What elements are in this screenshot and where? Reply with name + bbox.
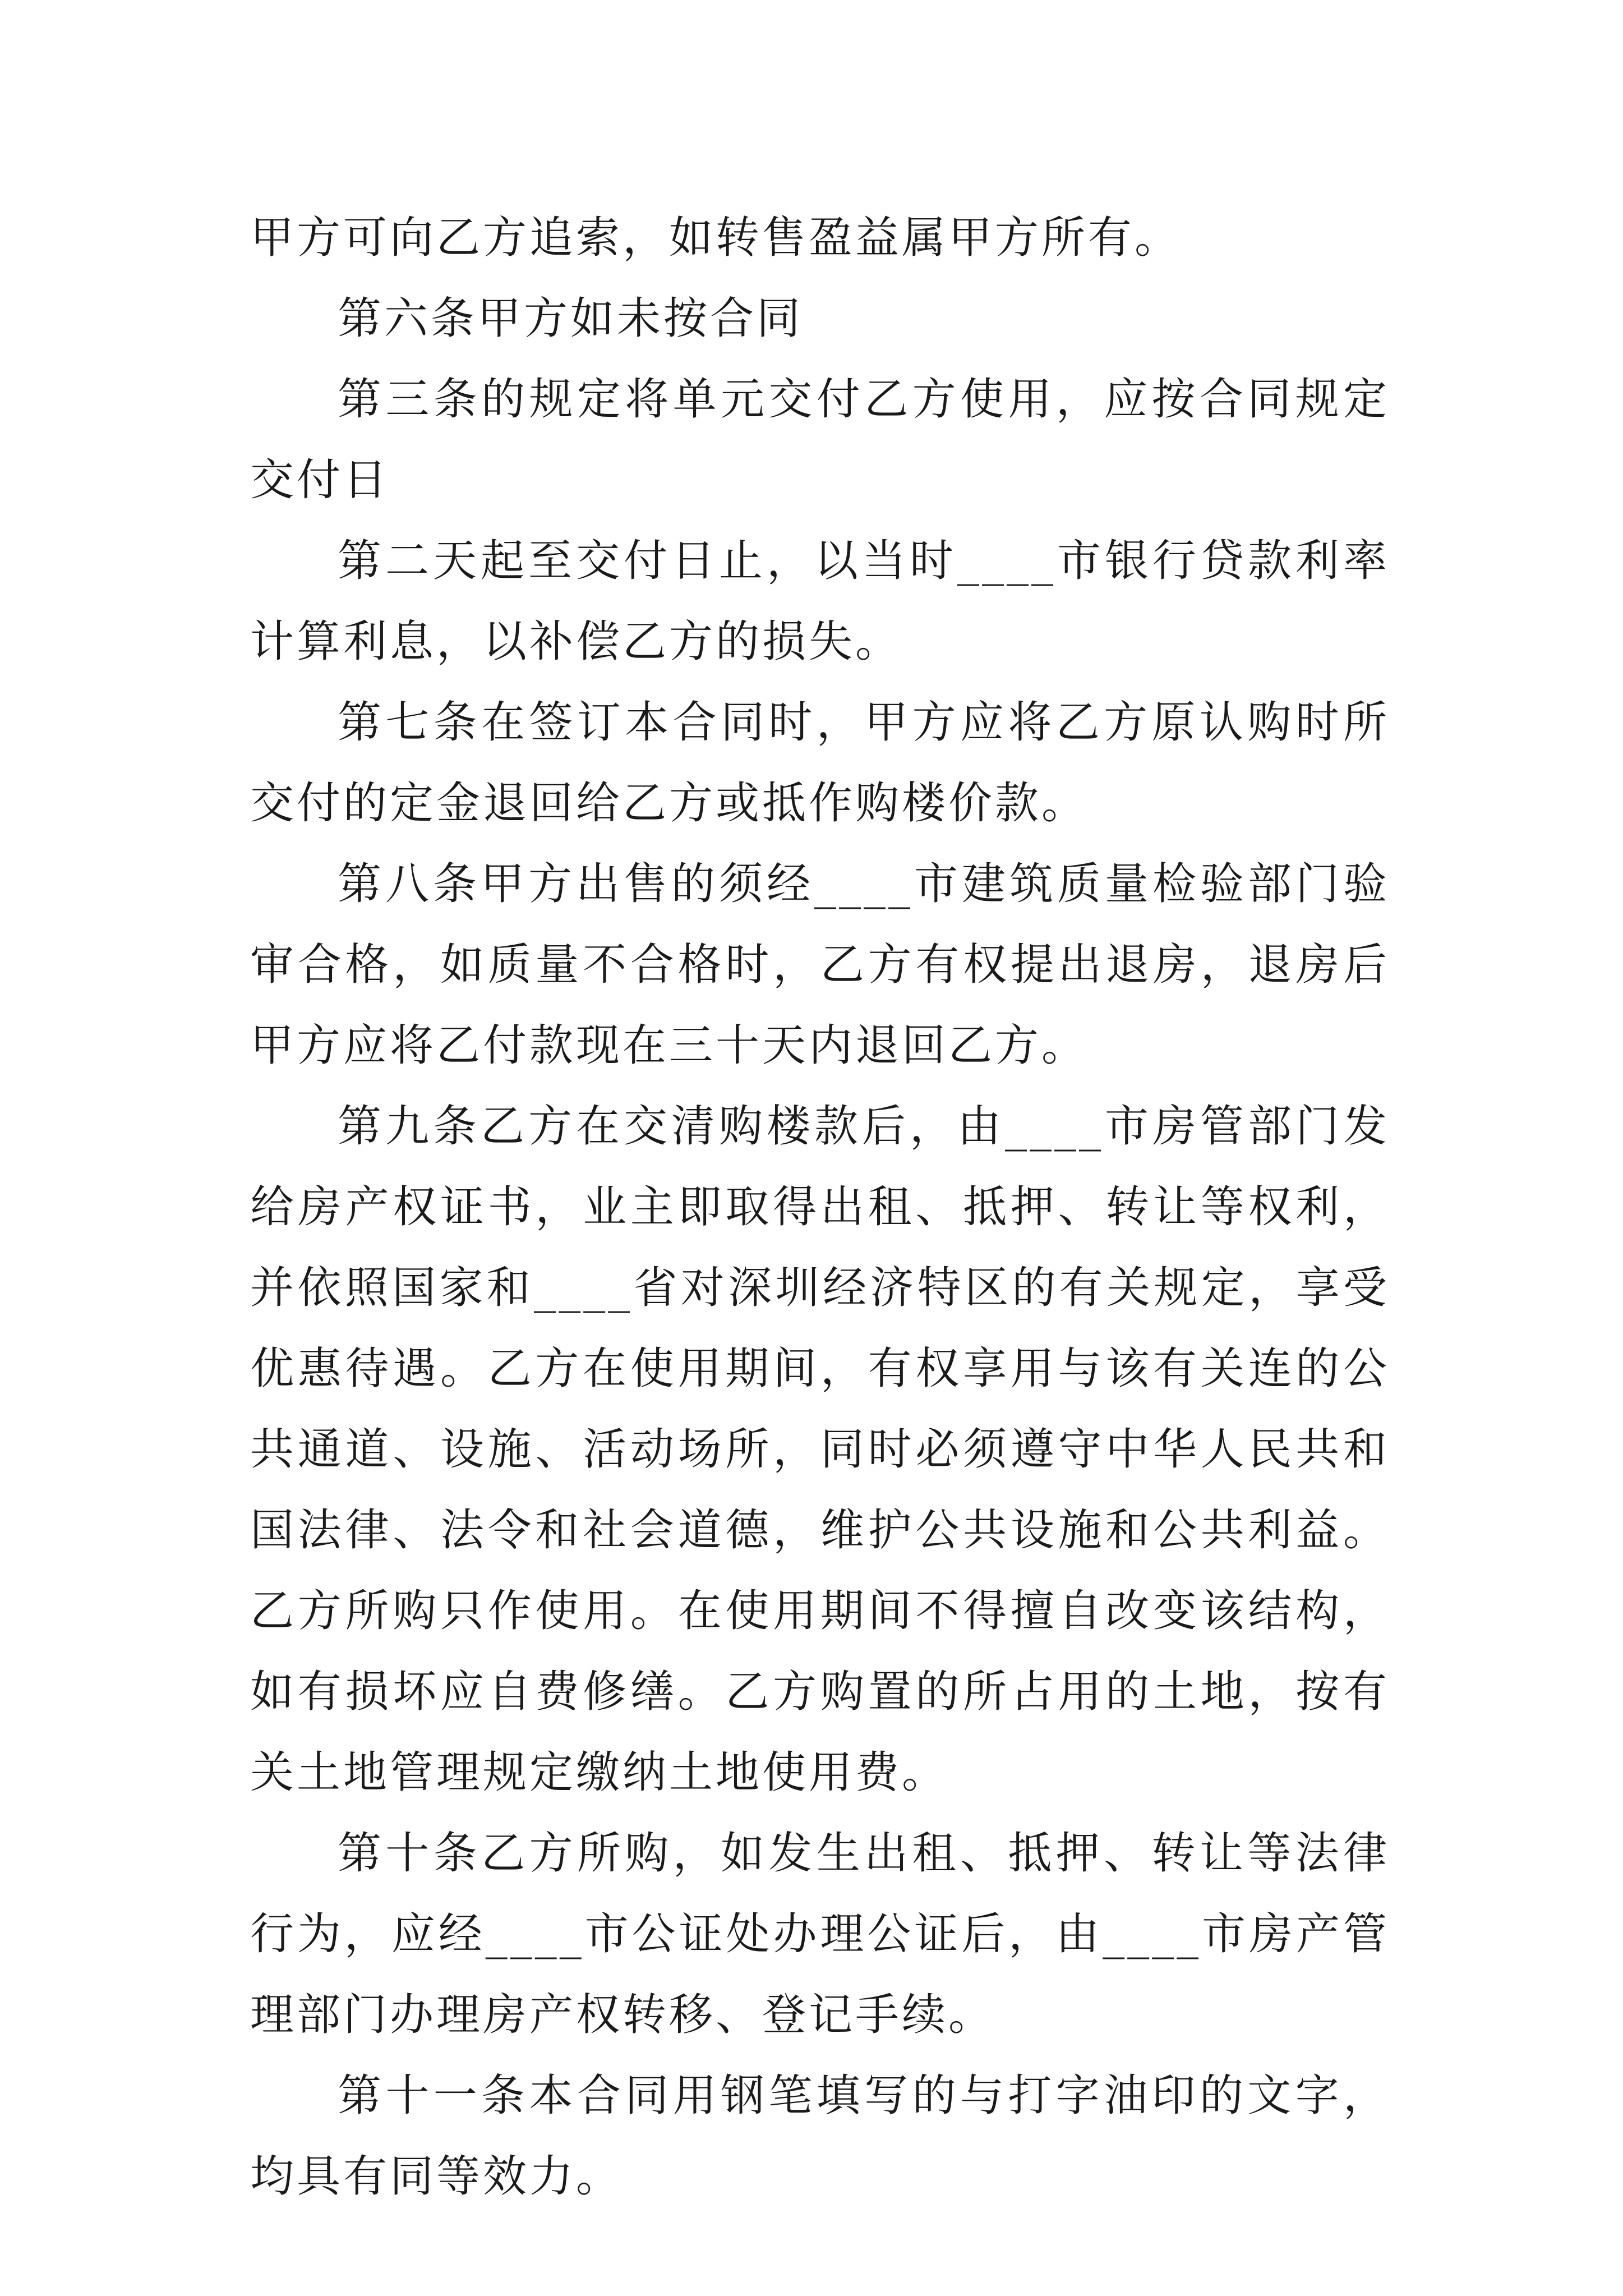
paragraph-delivery-interest: 第二天起至交付日止，以当时____市银行贷款利率计算利息，以补偿乙方的损失。 [250,536,1390,667]
paragraph-continuation: 甲方可向乙方追索，如转售盈益属甲方所有。 [250,213,1182,263]
paragraph-article-8: 第八条甲方出售的须经____市建筑质量检验部门验审合格，如质量不合格时，乙方有权提出退房，退房后甲方应将乙付款现在三十天内退回乙方。 [250,859,1390,1071]
paragraph-article-3-reference: 第三条的规定将单元交付乙方使用，应按合同规定交付日 [250,374,1390,505]
paragraph-article-11: 第十一条本合同用钢笔填写的与打字油印的文字，均具有同等效力。 [250,2070,1390,2202]
paragraph-article-10: 第十条乙方所购，如发生出租、抵押、转让等法律行为，应经____市公证处办理公证后，由____市房产管理部门办理房产权转移、登记手续。 [250,1828,1390,2040]
document-body [250,197,1390,2217]
paragraph-article-7: 第七条在签订本合同时，甲方应将乙方原认购时所交付的定金退回给乙方或抵作购楼价款。 [250,697,1390,829]
paragraph-article-6: 第六条甲方如未按合同 [338,293,804,344]
paragraph-article-9: 第九条乙方在交清购楼款后，由____市房管部门发给房产权证书，业主即取得出租、抵押、转让等权利，并依照国家和____省对深圳经济特区的有关规定，享受优惠待遇。乙方在使用期间，有权享用与该有关连的公共通道、设施、活动场所，同时必须遵守中华人民共和国法律、法令和社会道德，维护公共设施和公共利益。乙方所购只作使用。在使用期间不得擅自改变该结构，如有损坏应自费修缮。乙方购置的所占用的土地，按有关土地管理规定缴纳土地使用费。 [250,1101,1390,1798]
